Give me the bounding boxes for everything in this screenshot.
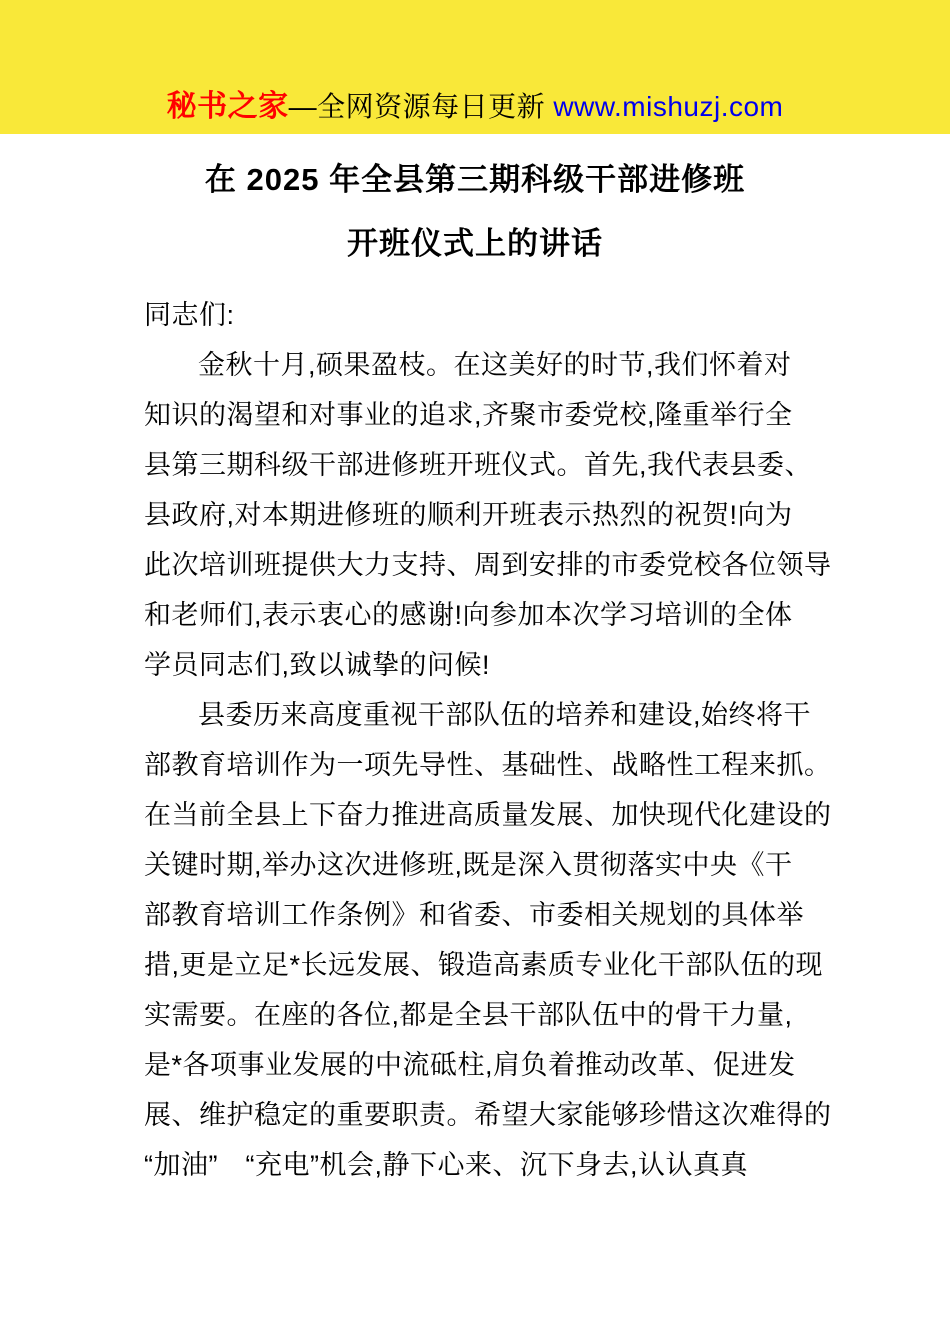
body-line: 关键时期,举办这次进修班,既是深入贯彻落实中央《干: [144, 850, 793, 880]
body-line: 在当前全县上下奋力推进高质量发展、加快现代化建设的: [144, 800, 832, 830]
body-line: 部教育培训作为一项先导性、基础性、战略性工程来抓。: [144, 750, 832, 780]
body-line: 学员同志们,致以诚挚的问候!: [144, 650, 491, 680]
dash-separator: —: [288, 91, 318, 122]
body-line: 县委历来高度重视干部队伍的培养和建设,始终将干: [198, 700, 812, 730]
body-line: 金秋十月,硕果盈枝。在这美好的时节,我们怀着对: [198, 350, 792, 380]
banner-tagline: 全网资源每日更新: [317, 91, 554, 122]
body-line: 实需要。在座的各位,都是全县干部队伍中的骨干力量,: [144, 1000, 793, 1030]
body-line: 措,更是立足*长远发展、锻造高素质专业化干部队伍的现: [144, 950, 824, 980]
page-title-line1: 在 2025 年全县第三期科级干部进修班: [204, 162, 746, 197]
promo-banner-text: [167, 90, 784, 124]
body-line: 县政府,对本期进修班的顺利开班表示热烈的祝贺!向为: [144, 500, 793, 530]
body-line: 知识的渴望和对事业的追求,齐聚市委党校,隆重举行全: [144, 400, 793, 430]
body-line: “加油” “充电”机会,静下心来、沉下身去,认认真真: [144, 1150, 748, 1180]
site-name: 秘书之家: [166, 90, 289, 123]
body-paragraphs: [144, 290, 832, 1190]
body-line: 是*各项事业发展的中流砥柱,肩负着推动改革、促进发: [144, 1050, 796, 1080]
body-line: 同志们:: [144, 300, 235, 330]
body-line: 和老师们,表示衷心的感谢!向参加本次学习培训的全体: [144, 600, 793, 630]
page-title: [0, 148, 950, 276]
body-line: 部教育培训工作条例》和省委、市委相关规划的具体举: [144, 900, 804, 930]
body-line: 展、维护稳定的重要职责。希望大家能够珍惜这次难得的: [144, 1100, 832, 1130]
page-title-line2: 开班仪式上的讲话: [347, 226, 603, 261]
body-line: 县第三期科级干部进修班开班仪式。首先,我代表县委、: [144, 450, 813, 480]
promo-banner: [0, 0, 950, 134]
body-line: 此次培训班提供大力支持、周到安排的市委党校各位领导: [144, 550, 832, 580]
site-url-link[interactable]: www.mishuzj.com: [553, 91, 784, 122]
